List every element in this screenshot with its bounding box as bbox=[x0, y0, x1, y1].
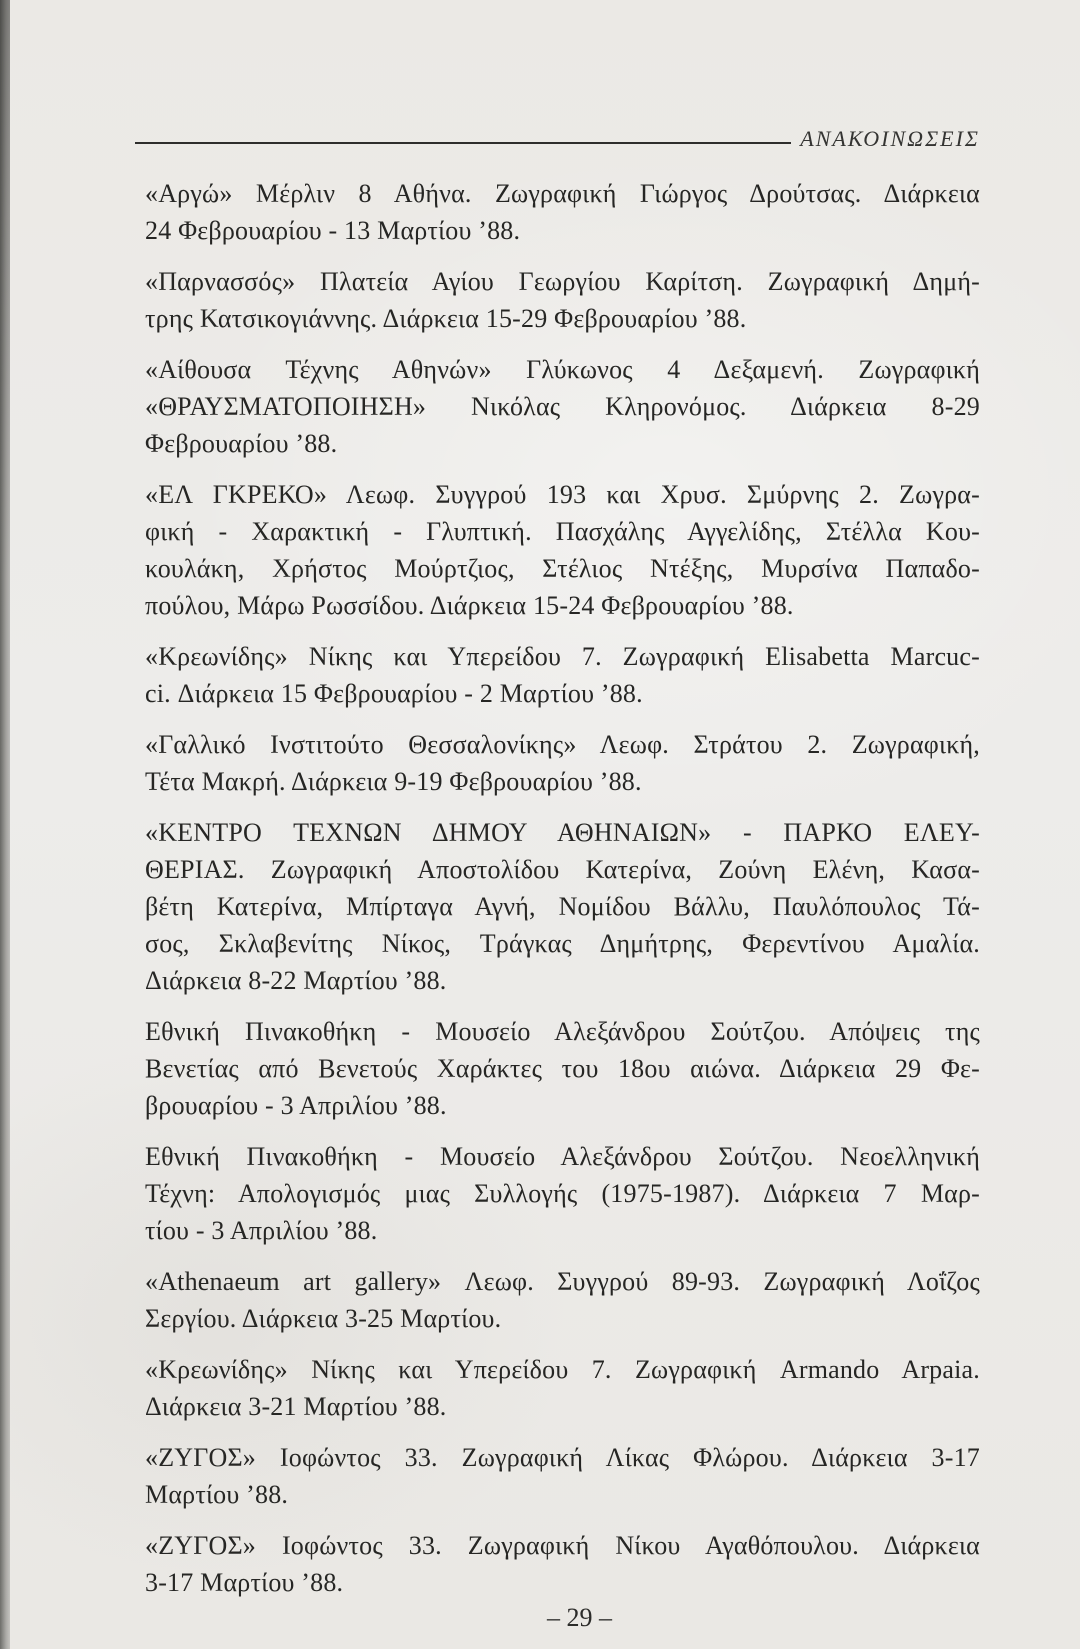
text-line: Βενετίας από Βενετούς Χαράκτες του 18ου αιώνα. Διάρκεια 29 Φε- bbox=[145, 1054, 980, 1083]
text-line: «Αίθουσα Τέχνης Αθηνών» Γλύκωνος 4 Δεξαμενή. Ζωγραφική bbox=[145, 355, 980, 384]
text-line: κουλάκη, Χρήστος Μούρτζιος, Στέλιος Ντέξης, Μυρσίνα Παπαδο- bbox=[145, 554, 980, 583]
text-line: Διάρκεια 3-21 Μαρτίου ’88. bbox=[145, 1392, 447, 1421]
page-footer bbox=[162, 1603, 997, 1633]
announcement-paragraph bbox=[145, 1351, 980, 1425]
text-line: «ΚΕΝΤΡΟ ΤΕΧΝΩΝ ΔΗΜΟΥ ΑΘΗΝΑΙΩΝ» - ΠΑΡΚΟ ΕΛΕΥ- bbox=[145, 818, 980, 847]
text-line: «Κρεωνίδης» Νίκης και Υπερείδου 7. Ζωγραφική Armando Arpaia. bbox=[145, 1355, 980, 1384]
announcement-paragraph bbox=[145, 726, 980, 800]
page-title: ΑΝΑΚΟΙΝΩΣΕΙΣ bbox=[800, 126, 980, 151]
text-line: «ΖΥΓΟΣ» Ιοφώντος 33. Ζωγραφική Λίκας Φλώρου. Διάρκεια 3-17 bbox=[145, 1443, 980, 1472]
text-line: τρης Κατσικογιάννης. Διάρκεια 15-29 Φεβρουαρίου ’88. bbox=[145, 304, 747, 333]
announcements-list bbox=[145, 175, 980, 1615]
announcement-paragraph bbox=[145, 1263, 980, 1337]
text-line: «Παρνασσός» Πλατεία Αγίου Γεωργίου Καρίτση. Ζωγραφική Δημή- bbox=[145, 267, 980, 296]
text-line: Φεβρουαρίου ’88. bbox=[145, 429, 338, 458]
text-line: 24 Φεβρουαρίου - 13 Μαρτίου ’88. bbox=[145, 216, 521, 245]
text-line: «Γαλλικό Ινστιτούτο Θεσσαλονίκης» Λεωφ. Στράτου 2. Ζωγραφική, bbox=[145, 730, 980, 759]
text-line: βρουαρίου - 3 Απριλίου ’88. bbox=[145, 1091, 447, 1120]
text-line: «Athenaeum art gallery» Λεωφ. Συγγρού 89-93. Ζωγραφική Λοΐζος bbox=[145, 1267, 980, 1296]
text-line: βέτη Κατερίνα, Μπίρταγα Αγνή, Νομίδου Βάλλυ, Παυλόπουλος Τά- bbox=[145, 892, 980, 921]
text-line: Τέτα Μακρή. Διάρκεια 9-19 Φεβρουαρίου ’88. bbox=[145, 767, 642, 796]
text-line: Εθνική Πινακοθήκη - Μουσείο Αλεξάνδρου Σούτζου. Απόψεις της bbox=[145, 1017, 980, 1046]
page-number: – 29 – bbox=[547, 1603, 612, 1632]
text-line: «Αργώ» Μέρλιν 8 Αθήνα. Ζωγραφική Γιώργος Δρούτσας. Διάρκεια bbox=[145, 179, 980, 208]
announcement-paragraph bbox=[145, 476, 980, 624]
text-line: Τέχνη: Απολογισμός μιας Συλλογής (1975-1987). Διάρκεια 7 Μαρ- bbox=[145, 1179, 980, 1208]
text-line: ΘΕΡΙΑΣ. Ζωγραφική Αποστολίδου Κατερίνα, Ζούνη Ελένη, Κασα- bbox=[145, 855, 980, 884]
text-line: «Κρεωνίδης» Νίκης και Υπερείδου 7. Ζωγραφική Elisabetta Marcuc- bbox=[145, 642, 980, 671]
scan-edge-shadow bbox=[0, 0, 10, 1649]
header-rule bbox=[135, 142, 791, 144]
text-line: ci. Διάρκεια 15 Φεβρουαρίου - 2 Μαρτίου ’88. bbox=[145, 679, 643, 708]
text-line: τίου - 3 Απριλίου ’88. bbox=[145, 1216, 378, 1245]
text-line: Διάρκεια 8-22 Μαρτίου ’88. bbox=[145, 966, 447, 995]
text-line: φική - Χαρακτική - Γλυπτική. Πασχάλης Αγγελίδης, Στέλλα Κου- bbox=[145, 517, 980, 546]
text-line: πούλου, Μάρω Ρωσσίδου. Διάρκεια 15-24 Φεβρουαρίου ’88. bbox=[145, 591, 794, 620]
announcement-paragraph bbox=[145, 1013, 980, 1124]
announcement-paragraph bbox=[145, 1527, 980, 1601]
text-line: Εθνική Πινακοθήκη - Μουσείο Αλεξάνδρου Σούτζου. Νεοελληνική bbox=[145, 1142, 980, 1171]
announcement-paragraph bbox=[145, 814, 980, 999]
text-line: 3-17 Μαρτίου ’88. bbox=[145, 1568, 344, 1597]
text-line: σος, Σκλαβενίτης Νίκος, Τράγκας Δημήτρης, Φερεντίνου Αμαλία. bbox=[145, 929, 980, 958]
announcement-paragraph bbox=[145, 175, 980, 249]
announcement-paragraph bbox=[145, 263, 980, 337]
announcement-paragraph bbox=[145, 638, 980, 712]
announcement-paragraph bbox=[145, 1439, 980, 1513]
text-line: Σεργίου. Διάρκεια 3-25 Μαρτίου. bbox=[145, 1304, 502, 1333]
text-line: Μαρτίου ’88. bbox=[145, 1480, 289, 1509]
text-line: «ΕΛ ΓΚΡΕΚΟ» Λεωφ. Συγγρού 193 και Χρυσ. Σμύρνης 2. Ζωγρα- bbox=[145, 480, 980, 509]
announcement-paragraph bbox=[145, 351, 980, 462]
announcement-paragraph bbox=[145, 1138, 980, 1249]
text-line: «ΘΡΑΥΣΜΑΤΟΠΟΙΗΣΗ» Νικόλας Κληρονόμος. Διάρκεια 8-29 bbox=[145, 392, 980, 421]
text-line: «ΖΥΓΟΣ» Ιοφώντος 33. Ζωγραφική Νίκου Αγαθόπουλου. Διάρκεια bbox=[145, 1531, 980, 1560]
